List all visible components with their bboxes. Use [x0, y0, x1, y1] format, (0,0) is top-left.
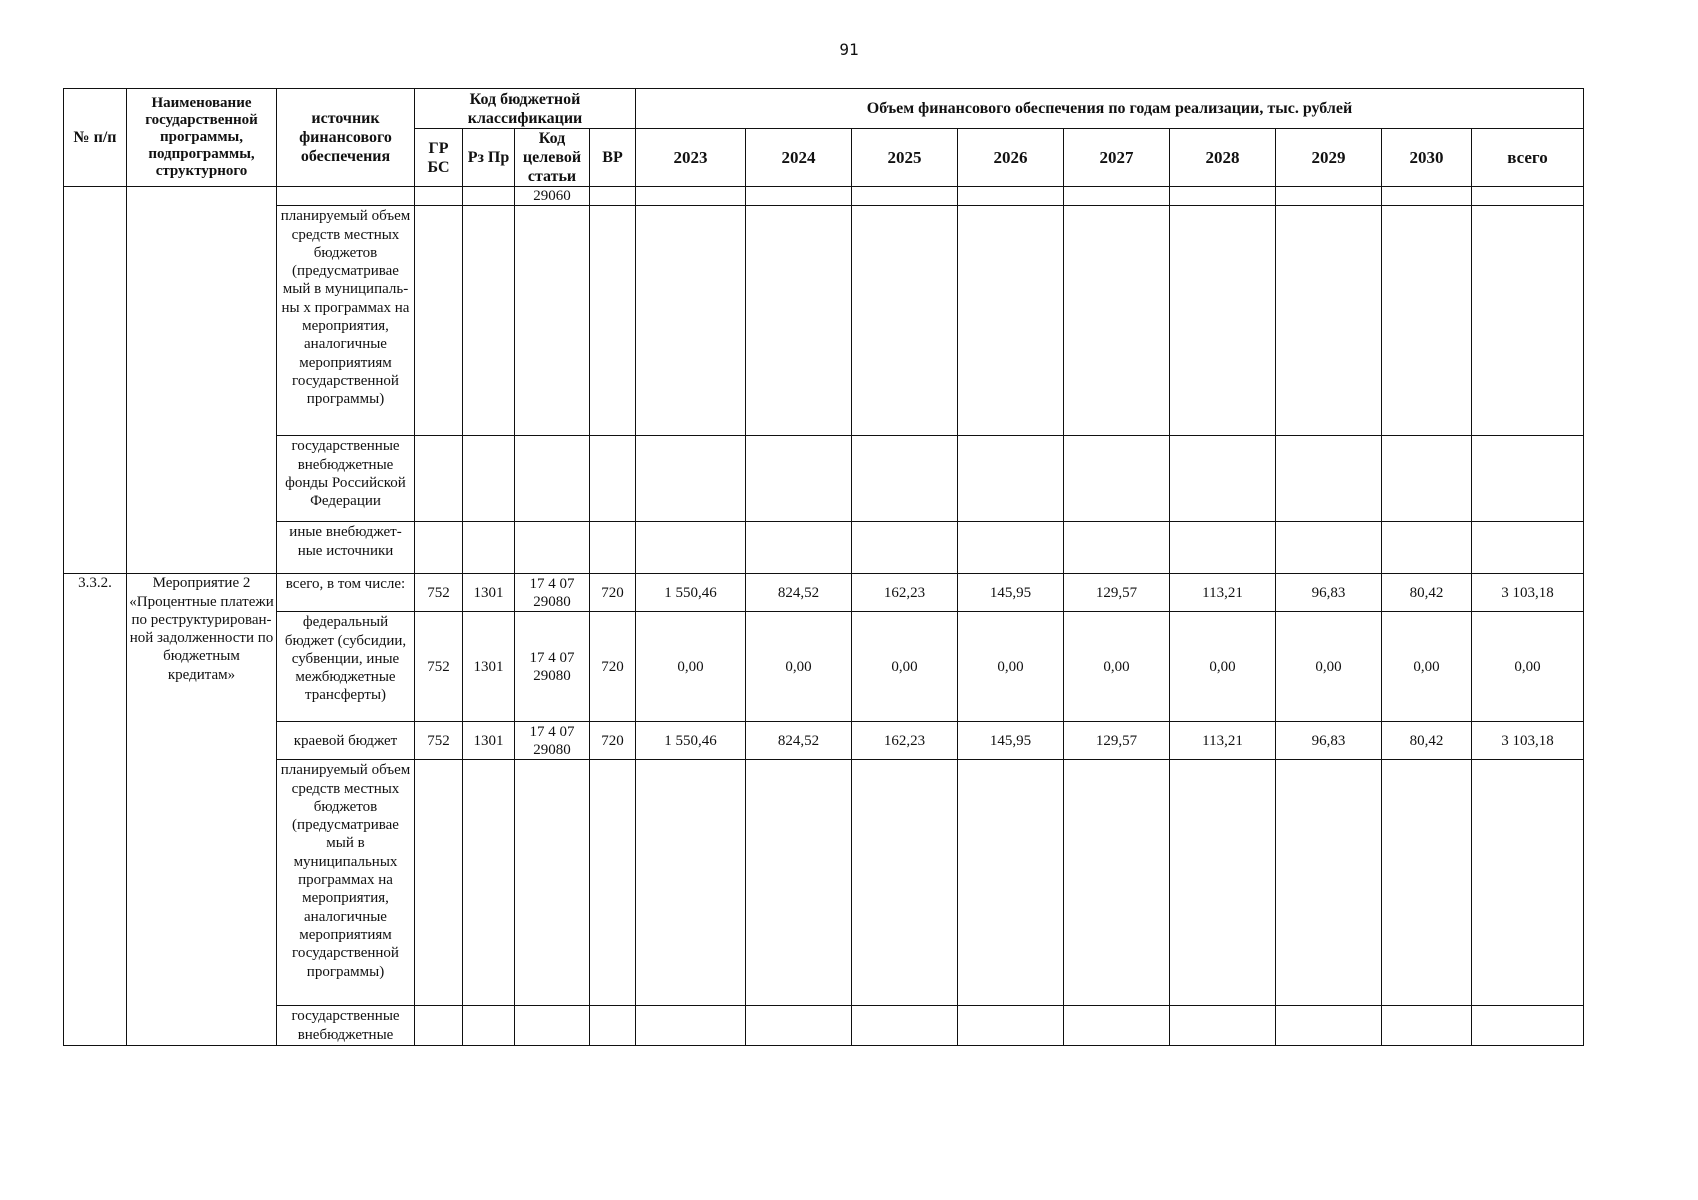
- value-cell: 162,23: [852, 722, 958, 760]
- value-cell: 824,52: [746, 722, 852, 760]
- measure-num: 3.3.2.: [64, 574, 127, 1046]
- header-budget-code: Код бюджетной классификации: [415, 89, 636, 129]
- grbs-cell: 752: [415, 612, 463, 722]
- value-cell: 0,00: [1064, 612, 1170, 722]
- header-year: 2027: [1064, 129, 1170, 187]
- header-num: № п/п: [64, 89, 127, 187]
- header-source: источник финансового обеспечения: [277, 89, 415, 187]
- header-volume: Объем финансового обеспечения по годам реализации, тыс. рублей: [636, 89, 1584, 129]
- value-cell: 0,00: [636, 612, 746, 722]
- value-cell: 129,57: [1064, 574, 1170, 612]
- value-cell: 162,23: [852, 574, 958, 612]
- header-rzpr: Рз Пр: [463, 129, 515, 187]
- row-source: всего, в том числе:: [277, 574, 415, 612]
- header-target: Код целевой статьи: [515, 129, 590, 187]
- total-cell: 3 103,18: [1472, 574, 1584, 612]
- grbs-cell: 752: [415, 722, 463, 760]
- header-vr: ВР: [590, 129, 636, 187]
- header-grbs: ГР БС: [415, 129, 463, 187]
- measure-name: Мероприятие 2 «Процентные платежи по реструктурирован-ной задолженности по бюджетным кредитам»: [127, 574, 277, 1046]
- header-year: 2025: [852, 129, 958, 187]
- row-source: краевой бюджет: [277, 722, 415, 760]
- value-cell: 129,57: [1064, 722, 1170, 760]
- header-total: всего: [1472, 129, 1584, 187]
- value-cell: 0,00: [958, 612, 1064, 722]
- header-year: 2026: [958, 129, 1064, 187]
- target-cell: 17 4 07 29080: [515, 612, 590, 722]
- value-cell: 0,00: [746, 612, 852, 722]
- value-cell: 113,21: [1170, 722, 1276, 760]
- header-year: 2023: [636, 129, 746, 187]
- value-cell: 0,00: [852, 612, 958, 722]
- value-cell: 96,83: [1276, 574, 1382, 612]
- value-cell: 145,95: [958, 722, 1064, 760]
- financing-table-wrapper: [63, 88, 1584, 1046]
- value-cell: 145,95: [958, 574, 1064, 612]
- rzpr-cell: 1301: [463, 574, 515, 612]
- financing-table: [63, 88, 1584, 1046]
- source-local-budgets: планируемый объем средств местных бюджетов (предусматривае мый в муниципальных программах на мероприятия, аналогичные мероприятиям государственной программы): [277, 760, 415, 1006]
- cont-num-cell: [64, 187, 127, 574]
- target-cell: 17 4 07 29080: [515, 574, 590, 612]
- cont-source-cell: [277, 187, 415, 206]
- rzpr-cell: 1301: [463, 722, 515, 760]
- source-offbudget-funds: государственные внебюджетные: [277, 1006, 415, 1046]
- page-number: 91: [839, 40, 859, 59]
- vr-cell: 720: [590, 574, 636, 612]
- value-cell: 80,42: [1382, 574, 1472, 612]
- value-cell: 0,00: [1170, 612, 1276, 722]
- total-cell: 3 103,18: [1472, 722, 1584, 760]
- value-cell: 80,42: [1382, 722, 1472, 760]
- code-tail: 29060: [515, 187, 590, 206]
- value-cell: 824,52: [746, 574, 852, 612]
- vr-cell: 720: [590, 612, 636, 722]
- grbs-cell: 752: [415, 574, 463, 612]
- header-name: Наименование государственной программы, подпрограммы, структурного: [127, 89, 277, 187]
- source-other: иные внебюджет-ные источники: [277, 522, 415, 574]
- source-local-budgets: планируемый объем средств местных бюджетов (предусматривае мый в муниципаль-ны х программах на мероприятия, аналогичные мероприятиям государственной программы): [277, 206, 415, 436]
- vr-cell: 720: [590, 722, 636, 760]
- row-source: федеральный бюджет (субсидии, субвенции, иные межбюджетные трансферты): [277, 612, 415, 722]
- value-cell: 0,00: [1276, 612, 1382, 722]
- cont-name-cell: [127, 187, 277, 574]
- header-year: 2028: [1170, 129, 1276, 187]
- header-year: 2030: [1382, 129, 1472, 187]
- target-cell: 17 4 07 29080: [515, 722, 590, 760]
- value-cell: 113,21: [1170, 574, 1276, 612]
- source-offbudget-funds: государственные внебюджетные фонды Российской Федерации: [277, 436, 415, 522]
- value-cell: 1 550,46: [636, 722, 746, 760]
- header-year: 2029: [1276, 129, 1382, 187]
- total-cell: 0,00: [1472, 612, 1584, 722]
- value-cell: 0,00: [1382, 612, 1472, 722]
- value-cell: 96,83: [1276, 722, 1382, 760]
- header-year: 2024: [746, 129, 852, 187]
- value-cell: 1 550,46: [636, 574, 746, 612]
- rzpr-cell: 1301: [463, 612, 515, 722]
